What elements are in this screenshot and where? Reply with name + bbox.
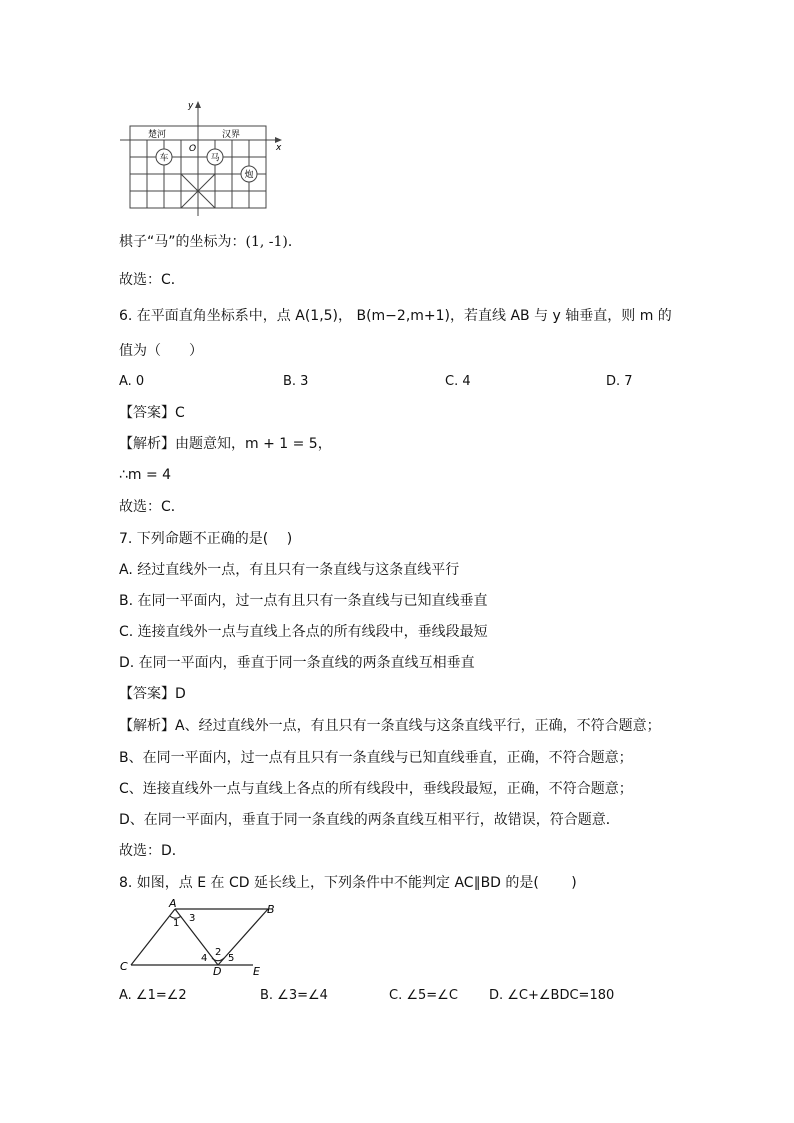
q6-analysis-line2: ∴m = 4 xyxy=(119,467,172,483)
q7-answer: 【答案】D xyxy=(119,686,186,702)
q7-analysis-line4: D、在同一平面内，垂直于同一条直线的两条直线互相平行，故错误，符合题意． xyxy=(119,812,620,828)
river-left-label: 楚河 xyxy=(148,130,167,140)
piece-ma xyxy=(207,149,223,165)
q6-option-a: A. 0 xyxy=(119,374,145,389)
q7-analysis-line2: B、在同一平面内，过一点有且只有一条直线与已知直线垂直，正确，不符合题意； xyxy=(119,750,633,766)
q6-analysis-line1: 【解析】由题意知，m + 1 = 5， xyxy=(119,436,332,452)
svg-text:马: 马 xyxy=(210,153,220,164)
q7-analysis-line3: C、连接直线外一点与直线上各点的所有线段中，垂线段最短，正确，不符合题意； xyxy=(119,781,633,797)
angle-label-1: 1 xyxy=(173,918,180,929)
svg-text:车: 车 xyxy=(159,153,169,164)
label-B: B xyxy=(267,903,275,916)
q5-conclusion: 故选：C． xyxy=(119,272,185,288)
q6-answer: 【答案】C xyxy=(119,405,185,421)
q8-option-a: A. ∠1=∠2 xyxy=(119,988,187,1003)
angle-label-4: 4 xyxy=(201,953,208,964)
q8-stem: 8. 如图，点 E 在 CD 延长线上，下列条件中不能判定 AC∥BD 的是( ) xyxy=(119,875,577,891)
q6-option-d: D. 7 xyxy=(606,374,633,389)
q7-option-c: C. 连接直线外一点与直线上各点的所有线段中，垂线段最短 xyxy=(119,624,488,640)
chess-board-figure xyxy=(118,98,288,223)
q6-option-c: C. 4 xyxy=(445,374,471,389)
q7-analysis-line1: 【解析】A、经过直线外一点，有且只有一条直线与这条直线平行，正确，不符合题意； xyxy=(119,718,661,734)
origin-label: O xyxy=(189,144,197,154)
q8-geometry-figure xyxy=(118,897,278,977)
piece-pao xyxy=(241,166,257,182)
q8-option-d: D. ∠C+∠BDC=180 xyxy=(489,988,615,1003)
angle-label-2: 2 xyxy=(215,947,222,958)
q6-stem-line1: 6. 在平面直角坐标系中，点 A(1,5)， B(m−2,m+1)，若直线 AB 与 y 轴垂直，则 m 的 xyxy=(119,308,672,324)
label-A: A xyxy=(169,897,177,910)
q8-option-c: C. ∠5=∠C xyxy=(389,988,458,1003)
q8-option-b: B. ∠3=∠4 xyxy=(260,988,328,1003)
q7-option-d: D. 在同一平面内，垂直于同一条直线的两条直线互相垂直 xyxy=(119,655,475,671)
river-right-label: 汉界 xyxy=(222,130,241,140)
label-C: C xyxy=(120,960,128,973)
q6-stem-line2: 值为（ ） xyxy=(119,343,203,359)
q7-conclusion: 故选：D． xyxy=(119,843,186,859)
svg-text:炮: 炮 xyxy=(244,170,254,181)
q6-option-b: B. 3 xyxy=(283,374,309,389)
q5-answer-line: 棋子“马”的坐标为：(1, -1)． xyxy=(119,234,302,250)
y-axis-label: y xyxy=(188,101,194,111)
q6-conclusion: 故选：C． xyxy=(119,499,185,515)
label-E: E xyxy=(253,965,260,977)
label-D: D xyxy=(213,965,222,977)
q7-option-b: B. 在同一平面内，过一点有且只有一条直线与已知直线垂直 xyxy=(119,593,488,609)
angle-label-5: 5 xyxy=(228,953,235,964)
angle-label-3: 3 xyxy=(189,913,196,924)
q7-stem: 7. 下列命题不正确的是( ) xyxy=(119,531,293,547)
q7-option-a: A. 经过直线外一点，有且只有一条直线与这条直线平行 xyxy=(119,562,460,578)
piece-che xyxy=(156,149,172,165)
x-axis-label: x xyxy=(276,143,282,153)
